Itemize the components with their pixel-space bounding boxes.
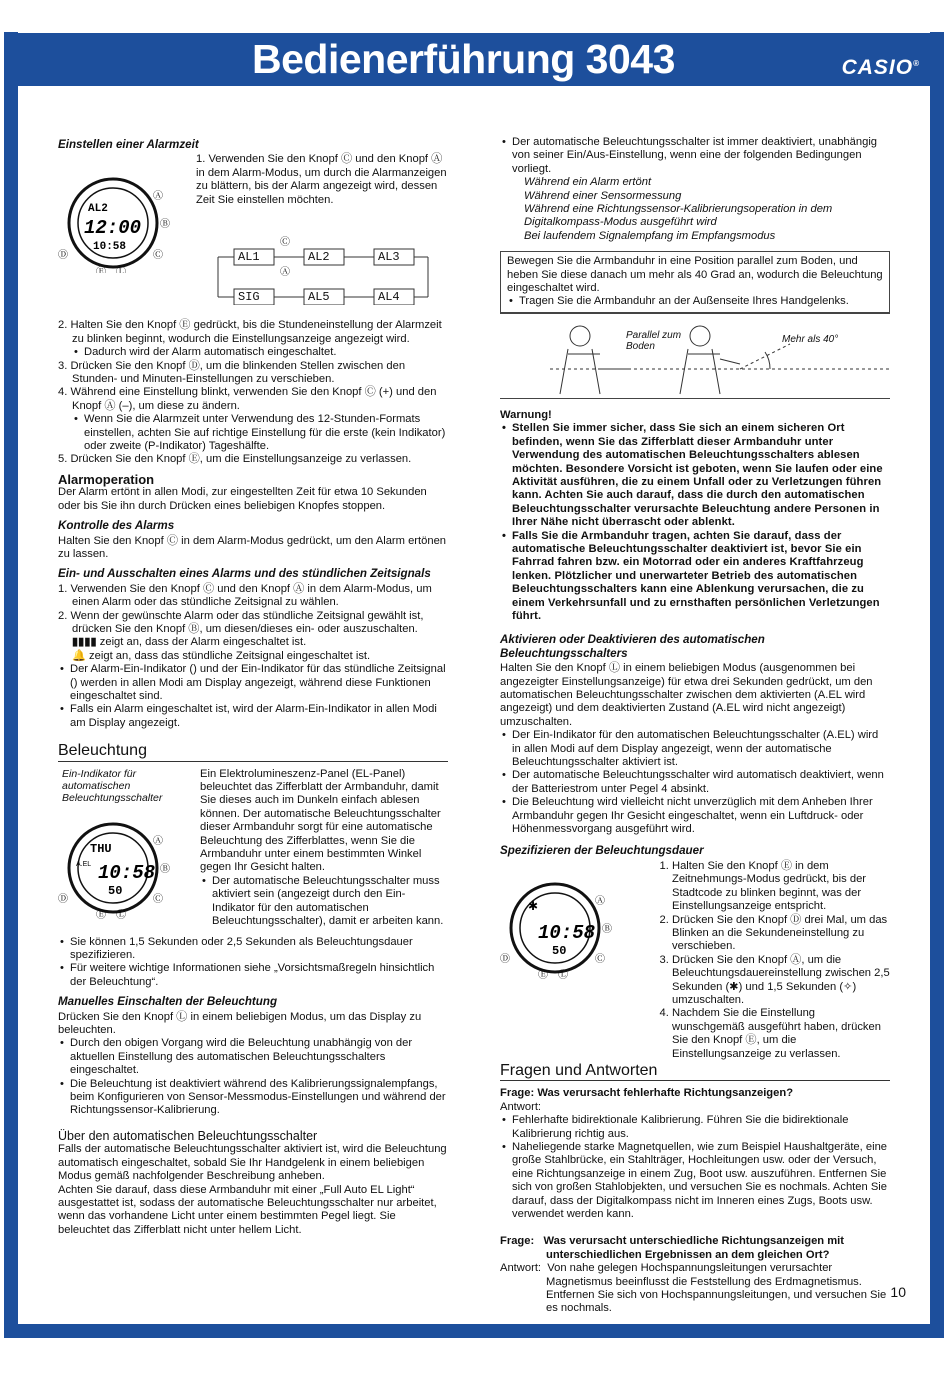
svg-text:Ⓐ: Ⓐ xyxy=(153,191,163,203)
warning-title: Warnung! xyxy=(500,408,552,421)
brand-logo: CASIO® xyxy=(841,56,920,79)
watch3-main: 10:58 xyxy=(538,921,596,944)
alarm-cycle-diagram xyxy=(208,235,438,305)
onoff-bullet-1: • Der Alarm-Ein-Indikator () und der Ein-Indikator für das stündliche Zeitsignal () werden in allen Modi am Display angezeigt, während diese Funktionen eingeschaltet sind. xyxy=(70,663,448,703)
svg-text:Ⓒ: Ⓒ xyxy=(153,893,163,905)
right-bullet-1: • Der automatische Beleuchtungsschalter ist immer deaktiviert, unabhängig von seiner Ein/Aus-Einstellung, wenn eine der folgenden Bedingungen vorliegt. Während ein Alarm ertönt Während einer Sensormessung Während eine Richtungssensor-Kalibrierungsoperation in dem Digitalkompass-Modus ausgeführt wird Bei laufendem Signalempfang im Empfangsmodus xyxy=(512,136,890,243)
bell-icon: 🔔 xyxy=(72,649,86,662)
page-title: Bedienerführung 3043 xyxy=(252,36,675,82)
svg-text:Ⓔ: Ⓔ xyxy=(96,267,106,274)
onoff-2b: 🔔 zeigt an, dass das stündliche Zeitsignal eingeschaltet ist. xyxy=(72,649,371,662)
activate-title: Aktivieren oder Deaktivieren des automatischen Beleuchtungsschalters xyxy=(500,633,765,660)
instruction-box: Bewegen Sie die Armbanduhr in eine Position parallel zum Boden, und heben Sie diese danach um mehr als 40 Grad an, wodurch die Beleuchtung eingeschaltet wird. • Tragen Sie die Armbanduhr an der Außenseite Ihres Handgelenks. xyxy=(500,251,890,313)
duration-steps: 1. Halten Sie den Knopf Ⓔ in dem Zeitnehmungs-Modus gedrückt, bis der Stadtcode zu blinken beginnt, was der Einstellungsanzeige entspricht. 2. Drücken Sie den Knopf Ⓓ drei Mal, um das Blinken an die Sekundeneinstellung zu verschieben. 3. Drücken Sie den Knopf Ⓐ, um die Beleuchtungsdauereinstellung zwischen 2,5 Sekunden (✱) und 1,5 Sekunden (✧) umzuschalten. 4. Nachdem Sie die Einstellung wunschgemäß ausgeführt haben, drücken Sie den Knopf Ⓔ, um die Einstellungsanzeige zu verlassen. xyxy=(656,860,890,1061)
cycle-al1: AL1 xyxy=(238,250,260,265)
watch2-sub: 50 xyxy=(108,883,123,898)
activate-bullet-1: • Der Ein-Indikator für den automatischen Beleuchtungsschalter (A.EL) wird in allen Modi auf dem Display angezeigt, wenn der automatische Beleuchtungsschalter aktiviert ist. xyxy=(512,729,890,769)
onoff-step1: 1. Verwenden Sie den Knopf Ⓒ und den Knopf Ⓐ in dem Alarm-Modus, um einen Alarm oder das stündliche Zeitsignal zu wählen. xyxy=(58,582,432,609)
watch2-top: THU xyxy=(90,841,112,856)
control-text: Halten Sie den Knopf Ⓒ in dem Alarm-Modus gedrückt, um den Alarm ertönen zu lassen. xyxy=(58,534,447,560)
svg-text:Ⓛ: Ⓛ xyxy=(558,969,568,980)
onoff-step2: 2. Wenn der gewünschte Alarm oder das stündliche Zeitsignal gewählt ist, drücken Sie den Knopf Ⓑ, um diesen/dieses ein- oder auszuschalten. xyxy=(58,609,424,635)
svg-text:Ⓔ: Ⓔ xyxy=(96,909,106,920)
watch2-main: 10:58 xyxy=(98,861,156,884)
cycle-al4: AL4 xyxy=(378,290,400,305)
activate-bullet-3: • Die Beleuchtung wird vielleicht nicht unverzüglich mit dem Anheben Ihrer Armbanduhr gegen Ihr Gesicht eingeschaltet, wenn ein Luftdruck- oder Höhenmessvorgang ausgeführt wird. xyxy=(512,796,890,836)
onoff-bullet-2: • Falls ein Alarm eingeschaltet ist, wird der Alarm-Ein-Indikator in allen Modi am Display angezeigt. xyxy=(70,703,448,730)
warning-2: • Falls Sie die Armbanduhr tragen, achten Sie darauf, dass der automatische Beleuchtungsschalter deaktiviert ist, bevor Sie ein Fahrrad fahren bzw. ein Motorrad oder ein anderes Kraftfahrzeug lenken. Plötzlicher und unerwarteter Betrieb des automatischen Beleuchtungsschalters kann eine Ablenkung verursachen, die zu einem Verkehrsunfall und zu ernsthaften persönlichen Verletzungen führt. xyxy=(512,530,890,624)
svg-text:Ⓐ: Ⓐ xyxy=(595,895,605,907)
warning-1: • Stellen Sie immer sicher, dass Sie sich an einem sicheren Ort befinden, wenn Sie das Zifferblatt dieser Armbanduhr unter Verwendung des automatischen Beleuchtungsschalters ablesen möchten. Besondere Vorsicht ist geboten, wenn Sie laufen oder eine Aktivität ausführen, die zu einem Unfall oder zu Verletzungen führen kann. Achten Sie auch darauf, dass die durch den automatischen Beleuchtungsschalter verursachte Beleuchtung andere Personen in Ihrer Nähe nicht überrascht oder ablenkt. xyxy=(512,422,890,529)
sun-icon: ✱ xyxy=(528,898,539,913)
auto-title: Über den automatischen Beleuchtungsschalter xyxy=(58,1128,318,1143)
svg-text:Ⓑ: Ⓑ xyxy=(602,923,612,935)
illus-angle-label: Mehr als 40° xyxy=(782,333,839,345)
light-caption: Ein-Indikator für automatischen Beleuchtungsschalter xyxy=(62,767,163,804)
alarm-set-title: Einstellen einer Alarmzeit xyxy=(58,138,199,151)
activate-text: Halten Sie den Knopf Ⓛ in einem beliebigen Modus (ausgenommen bei angezeigter Einstellungsanzeige) für etwa drei Sekunden gedrückt, um den automatischen Beleuchtungsschalter zwischen dem aktivierten (A.EL wird angezeigt) und dem deaktivierten Zustand (A.EL wird nicht angezeigt) umzuschalten. xyxy=(500,662,873,728)
duration-figure xyxy=(500,859,890,1060)
svg-text:Ⓑ: Ⓑ xyxy=(160,219,170,231)
alarm-step1: 1. Verwenden Sie den Knopf Ⓒ und den Knopf Ⓐ in dem Alarm-Modus, um durch die Alarmanzeigen zu blättern, bis der Alarm angezeigt wird, dessen Zeit Sie einstellen möchten. xyxy=(196,153,447,206)
watch-illustration-2 xyxy=(58,810,188,920)
svg-text:Ⓛ: Ⓛ xyxy=(116,909,126,920)
svg-text:Ⓓ: Ⓓ xyxy=(58,893,68,905)
page-number: 10 xyxy=(890,1284,906,1300)
alarmop-title: Alarmoperation xyxy=(58,471,155,487)
svg-text:Ⓔ: Ⓔ xyxy=(538,969,548,980)
cycle-al3: AL3 xyxy=(378,250,400,265)
manual-bullet-1: • Durch den obigen Vorgang wird die Beleuchtung unabhängig von der aktuellen Einstellung des automatischen Beleuchtungsschalters eingeschaltet. xyxy=(70,1037,448,1077)
svg-text:Ⓐ: Ⓐ xyxy=(280,267,290,279)
svg-text:Ⓛ: Ⓛ xyxy=(116,267,126,274)
question-1: Frage: Was verursacht fehlerhafte Richtungsanzeigen? xyxy=(500,1087,794,1100)
right-column xyxy=(500,136,890,1316)
watch3-sub: 50 xyxy=(552,943,567,958)
answer-2: Antwort: Von nahe gelegen Hochspannungsleitungen verursachter Magnetismus beeinflusst die Feststellung des Erdmagnetismus. Entfernen Sie sich von Hochspannungsleitungen, und versuchen Sie es nochmals. xyxy=(500,1262,887,1315)
control-title: Kontrolle des Alarms xyxy=(58,519,175,533)
manual-text: Drücken Sie den Knopf Ⓛ in einem beliebigen Modus, um das Display zu beleuchten. xyxy=(58,1010,422,1037)
question-2: Frage: Was verursacht unterschiedliche Richtungsanzeigen mit unterschiedlichen Ergebnissen an dem gleichen Ort? xyxy=(500,1235,845,1261)
alarm-steps: 2. Halten Sie den Knopf Ⓔ gedrückt, bis die Stundeneinstellung der Alarmzeit zu blinken beginnt, wodurch die Einstellungsanzeige angezeigt wird. • Dadurch wird der Alarm automatisch eingeschaltet. 3. Drücken Sie den Knopf Ⓓ, um die blinkenden Stellen zwischen den Stunden- und Minuten-Einstellungen zu verschieben. 4. Während eine Einstellung blinkt, verwenden Sie den Knopf Ⓒ (+) und den Knopf Ⓐ (–), um diese zu ändern. • Wenn Sie die Alarmzeit unter Verwendung des 12-Stunden-Formats einstellen, achten Sie auf richtige Einstellung für die erste (kein Indikator) oder zweite (P-Indikator) Tageshälfte. 5. Drücken Sie den Knopf Ⓔ, um die Einstellungsanzeige zu verlassen. xyxy=(58,319,448,466)
watch1-top: AL2 xyxy=(88,203,108,216)
svg-text:Ⓒ: Ⓒ xyxy=(153,250,163,262)
cycle-al5: AL5 xyxy=(308,290,330,305)
activate-bullet-2: • Der automatische Beleuchtungsschalter wird automatisch deaktiviert, wenn der Batteriestrom unter Pegel 4 absinkt. xyxy=(512,769,890,796)
onoff-title: Ein- und Ausschalten eines Alarms und des stündlichen Zeitsignals xyxy=(58,567,431,581)
cycle-sig: SIG xyxy=(238,290,260,305)
svg-text:Ⓒ: Ⓒ xyxy=(595,953,605,965)
manual-bullet-2: • Die Beleuchtung ist deaktiviert während des Kalibrierungssignalempfangs, beim Konfigurieren von Sensor-Messmodus-Einstellungen und während der Richtungssensor-Kalibrierung. xyxy=(70,1078,448,1118)
auto-text-2: Achten Sie darauf, dass diese Armbanduhr mit einer „Full Auto EL Light“ ausgestattet ist, sodass der automatische Beleuchtungsschalter nur arbeitet, wenn das vorhandene Licht unter einem bestimmten Pegel liegt. Sie beleuchtet das Zifferblatt nicht unter hellem Licht. xyxy=(58,1183,437,1236)
alarm-figure xyxy=(58,153,448,303)
alarmop-text: Der Alarm ertönt in allen Modi, zur eingestellten Zeit für etwa 10 Sekunden oder bis Sie ihn durch Drücken eines beliebigen Knopfes stoppen. xyxy=(58,486,427,512)
duration-title: Spezifizieren der Beleuchtungsdauer xyxy=(500,844,704,858)
light-title: Beleuchtung xyxy=(58,744,448,761)
light-figure xyxy=(58,768,448,936)
svg-text:Ⓓ: Ⓓ xyxy=(58,250,68,262)
auto-text-1: Falls der automatische Beleuchtungsschalter aktiviert ist, wird die Beleuchtung automatisch eingeschaltet, sobald Sie Ihr Handgelenk in einem beliebigen Modus gemäß nachfolgender Beschreibung anheben. xyxy=(58,1143,447,1183)
svg-text:Ⓐ: Ⓐ xyxy=(153,835,163,847)
cycle-al2: AL2 xyxy=(308,250,330,265)
svg-text:Ⓒ: Ⓒ xyxy=(280,237,290,249)
watch-illustration-1 xyxy=(58,163,188,273)
watch1-sub: 10:58 xyxy=(93,241,127,254)
faq-title: Fragen und Antworten xyxy=(500,1064,890,1081)
left-column xyxy=(58,136,448,1237)
onoff-2a: ▮▮▮▮ zeigt an, dass der Alarm eingeschaltet ist. xyxy=(72,636,307,649)
light-bullet-2: • Sie können 1,5 Sekunden oder 2,5 Sekunden als Beleuchtungsdauer spezifizieren. xyxy=(70,936,448,963)
illus-parallel-label: Parallel zum Boden xyxy=(626,329,682,352)
answer-1-bullet-1: • Fehlerhafte bidirektionale Kalibrierung. Führen Sie die bidirektionale Kalibrierung richtig aus. xyxy=(512,1114,890,1141)
manual-title: Manuelles Einschalten der Beleuchtung xyxy=(58,995,278,1009)
watch-illustration-3 xyxy=(500,870,630,980)
answer-label-1: Antwort: xyxy=(500,1100,542,1113)
svg-text:Ⓓ: Ⓓ xyxy=(500,953,510,965)
watch2-ind: A.EL xyxy=(76,860,92,868)
light-bullet-3: • Für weitere wichtige Informationen siehe „Vorsichtsmaßregeln hinsichtlich der Beleuchtung“. xyxy=(70,962,448,989)
svg-text:Ⓑ: Ⓑ xyxy=(160,863,170,875)
wrist-illustration xyxy=(500,313,890,399)
answer-1-bullet-2: • Naheliegende starke Magnetquellen, wie zum Beispiel Haushaltgeräte, eine große Stahlbrücke, ein Stahlträger, Hochleitungen usw. oder der Versuch, eine Richtungsanzeige in einem Zug, Boot usw. auszuführen. Entfernen Sie sich von großen Stahlobjekten, und versuchen Sie es nochmals. Achten Sie darauf, dass der Digitalkompass nicht im Inneren eines Zugs, Boots usw. verwendet werden kann. xyxy=(512,1141,890,1221)
watch1-main: 12:00 xyxy=(84,217,142,240)
light-text-block: Ein Elektrolumineszenz-Panel (EL-Panel) beleuchtet das Zifferblatt der Armbanduhr, damit Sie dieses auch im Dunkeln einfach ablesen können. Der automatische Beleuchtungsschalter dieser Armbanduhr sorgt für eine automatische Beleuchtung des Zifferblattes, wenn Sie die Armbanduhr unter einem bestimmten Winkel gegen Ihr Gesicht halten. • Der automatische Beleuchtungsschalter muss aktiviert sein (angezeigt durch den Ein-Indikator für den automatischen Beleuchtungsschalter), damit er arbeiten kann. xyxy=(200,768,448,929)
